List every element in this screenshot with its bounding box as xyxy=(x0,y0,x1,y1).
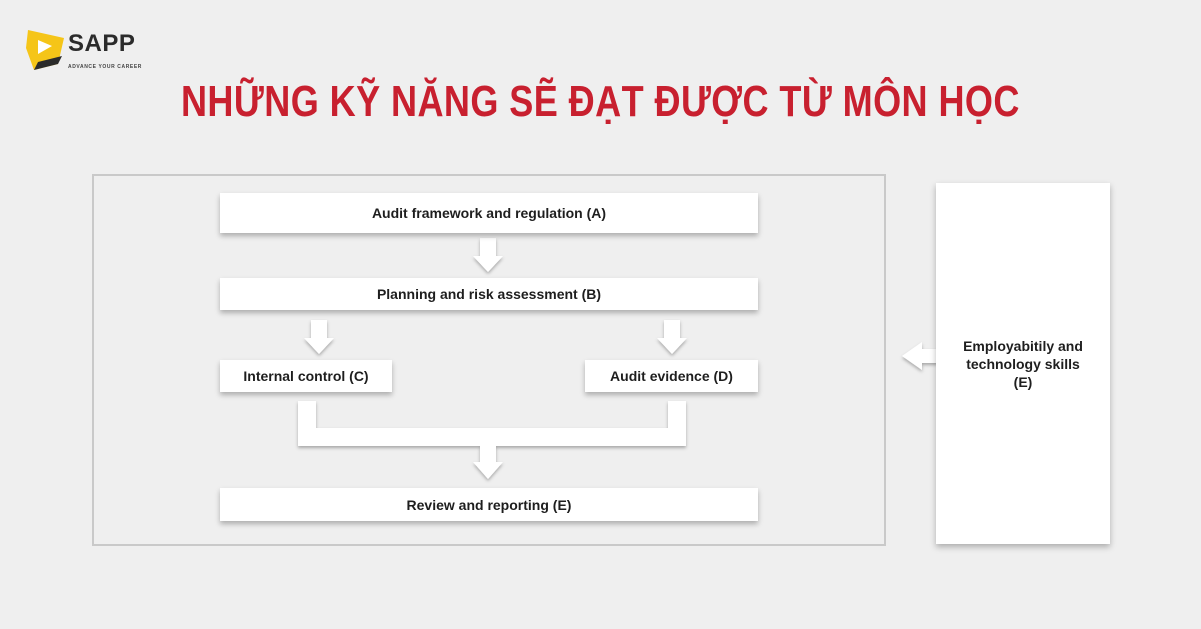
node-audit-evidence xyxy=(585,360,758,392)
node-planning-risk xyxy=(220,278,758,310)
arrow-merge-to-review xyxy=(473,446,503,479)
node-audit-evidence-label: Audit evidence (D) xyxy=(610,368,733,384)
logo-wordmark: SAPP xyxy=(68,30,136,57)
node-review-reporting-label: Review and reporting (E) xyxy=(406,496,572,513)
node-audit-framework-label: Audit framework and regulation (A) xyxy=(371,205,607,221)
arrow-employability-to-frame xyxy=(902,342,938,370)
node-planning-risk-label: Planning and risk assessment (B) xyxy=(376,286,602,302)
node-internal-control xyxy=(220,360,392,392)
arrow-b-to-d xyxy=(657,320,687,354)
logo-tagline: ADVANCE YOUR CAREER xyxy=(68,64,142,70)
merge-bracket xyxy=(298,401,686,446)
node-audit-framework xyxy=(220,193,758,233)
node-employability-label: Employabitily and technology skills (E) xyxy=(963,337,1083,390)
node-employability xyxy=(936,183,1110,544)
arrow-a-to-b xyxy=(473,238,503,272)
node-internal-control-label: Internal control (C) xyxy=(243,368,369,384)
page-title: NHỮNG KỸ NĂNG SẼ ĐẠT ĐƯỢC TỪ MÔN HỌC xyxy=(180,77,1020,126)
node-review-reporting xyxy=(220,488,758,521)
arrow-b-to-c xyxy=(304,320,334,354)
